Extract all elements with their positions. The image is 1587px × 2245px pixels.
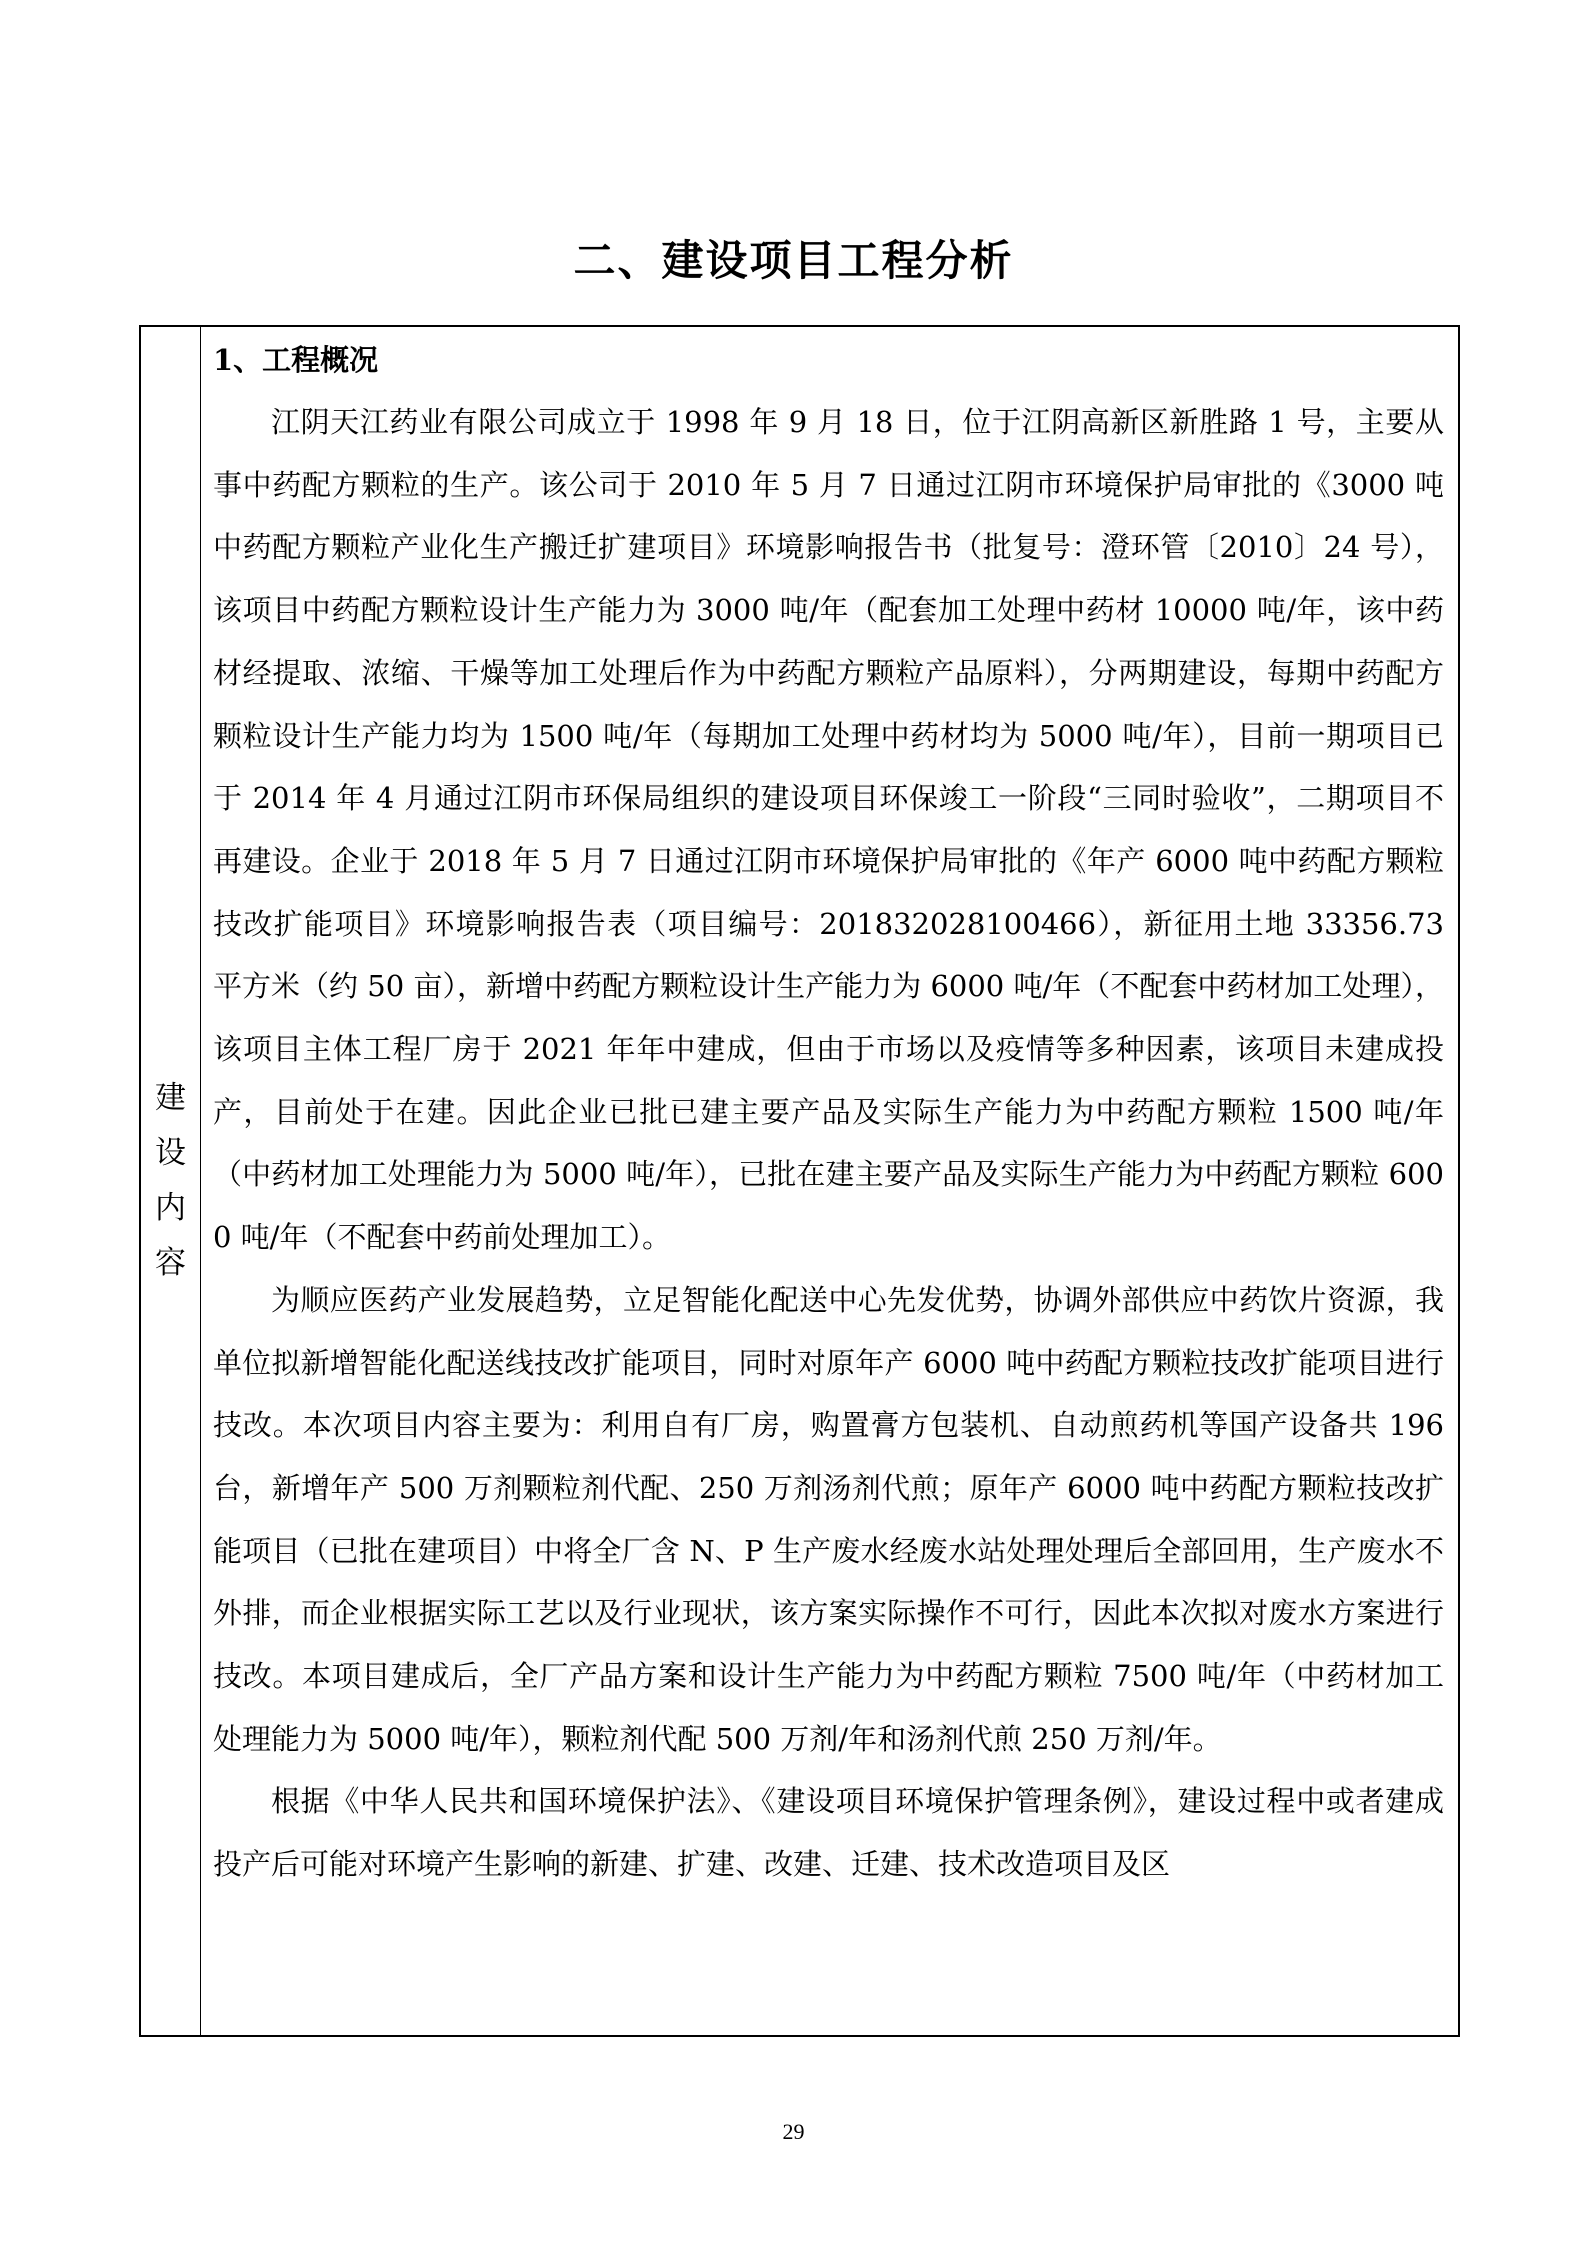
paragraph-overview: 江阴天江药业有限公司成立于 1998 年 9 月 18 日，位于江阴高新区新胜路 1 号，主要从事中药配方颗粒的生产。该公司于 2010 年 5 月 7 日通过江阴市环境保护局审批的《3000 吨中药配方颗粒产业化生产搬迁扩建项目》环境影响报告书（批复号：澄环管〔2010〕24 号），该项目中药配方颗粒设计生产能力为 3000 吨/年（配套加工处理中药材 10000 吨/年，该中药材经提取、浓缩、干燥等加工处理后作为中药配方颗粒产品原料），分两期建设，每期中药配方颗粒设计生产能力均为 1500 吨/年（每期加工处理中药材均为 5000 吨/年），目前一期项目已于 2014 年 4 月通过江阴市环保局组织的建设项目环保竣工一阶段“三同时验收”，二期项目不再建设。企业于 2018 年 5 月 7 日通过江阴市环境保护局审批的《年产 6000 吨中药配方颗粒技改扩能项目》环境影响报告表（项目编号：201832028100466），新征用土地 33356.73 平方米（约 50 亩），新增中药配方颗粒设计生产能力为 6000 吨/年（不配套中药材加工处理），该项目主体工程厂房于 2021 年年中建成，但由于市场以及疫情等多种因素，该项目未建成投产，目前处于在建。因此企业已批已建主要产品及实际生产能力为中药配方颗粒 1500 吨/年（中药材加工处理能力为 5000 吨/年），已批在建主要产品及实际生产能力为中药配方颗粒 6000 吨/年（不配套中药前处理加工）。 xyxy=(213,405,1444,1255)
subheading: 1、工程概况 xyxy=(213,343,379,377)
paragraph-legal-basis: 根据《中华人民共和国环境保护法》、《建设项目环境保护管理条例》，建设过程中或者建成投产后可能对环境产生影响的新建、扩建、改建、迁建、技术改造项目及区 xyxy=(213,1784,1444,1882)
side-label: 建设内容 xyxy=(155,1080,186,1281)
page-number: 29 xyxy=(782,2119,805,2144)
paragraph-new-project: 为顺应医药产业发展趋势，立足智能化配送中心先发优势，协调外部供应中药饮片资源，我单位拟新增智能化配送线技改扩能项目，同时对原年产 6000 吨中药配方颗粒技改扩能项目进行技改。本次项目内容主要为：利用自有厂房，购置膏方包装机、自动煎药机等国产设备共 196 台，新增年产 500 万剂颗粒剂代配、250 万剂汤剂代煎；原年产 6000 吨中药配方颗粒技改扩能项目（已批在建项目）中将全厂含 N、P 生产废水经废水站处理处理后全部回用，生产废水不外排，而企业根据实际工艺以及行业现状，该方案实际操作不可行，因此本次拟对废水方案进行技改。本项目建成后，全厂产品方案和设计生产能力为中药配方颗粒 7500 吨/年（中药材加工处理能力为 5000 吨/年），颗粒剂代配 500 万剂/年和汤剂代煎 250 万剂/年。 xyxy=(213,1282,1444,1756)
body-cell xyxy=(201,327,1458,2035)
content-table xyxy=(139,325,1460,2037)
section-title: 二、建设项目工程分析 xyxy=(573,236,1014,285)
side-label-cell xyxy=(141,327,201,2035)
